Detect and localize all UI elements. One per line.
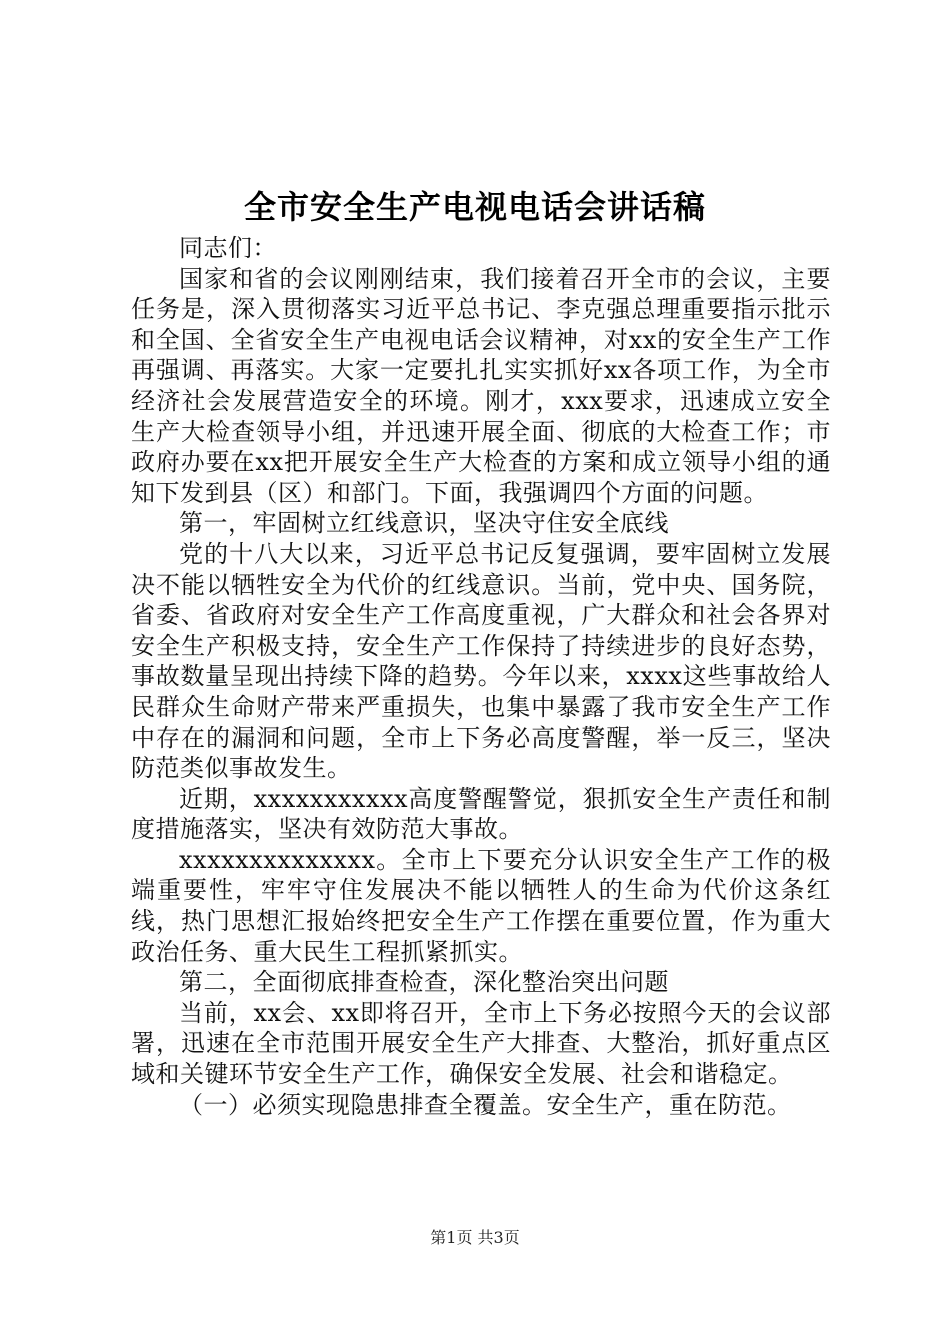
paragraph-section-1: 党的十八大以来，习近平总书记反复强调，要牢固树立发展决不能以牺牲安全为代价的红线意识。当前，党中央、国务院，省委、省政府对安全生产工作高度重视，广大群众和社会各界对安全生产积极支持，安全生产工作保持了持续进步的良好态势，事故数量呈现出持续下降的趋势。今年以来，xxxx这些事故给人民群众生命财产带来严重损失，也集中暴露了我市安全生产工作中存在的漏洞和问题，全市上下务必高度警醒，举一反三，坚决防范类似事故发生。	[131, 539, 831, 783]
paragraph-recent: 近期，xxxxxxxxxxx高度警醒警觉，狠抓安全生产责任和制度措施落实，坚决有效防范大事故。	[131, 784, 831, 844]
paragraph-intro: 国家和省的会议刚刚结束，我们接着召开全市的会议，主要任务是，深入贯彻落实习近平总书记、李克强总理重要指示批示和全国、全省安全生产电视电话会议精神，对xx的安全生产工作再强调、再落实。大家一定要扎扎实实抓好xx各项工作，为全市经济社会发展营造安全的环境。刚才，xxx要求，迅速成立安全生产大检查领导小组，并迅速开展全面、彻底的大检查工作；市政府办要在xx把开展安全生产大检查的方案和成立领导小组的通知下发到县（区）和部门。下面，我强调四个方面的问题。	[131, 264, 831, 507]
salutation: 同志们：	[179, 234, 277, 262]
document-title: 全市安全生产电视电话会讲话稿	[243, 188, 706, 226]
section-heading-2: 第二，全面彻底排查检查，深化整治突出问题	[179, 968, 669, 997]
section-heading-1: 第一，牢固树立红线意识，坚决守住安全底线	[179, 509, 669, 538]
page-footer: 第1页 共3页	[430, 1228, 520, 1247]
paragraph-section-2: 当前，xx会、xx即将召开，全市上下务必按照今天的会议部署，迅速在全市范围开展安全生产大排查、大整治，抓好重点区域和关键环节安全生产工作，确保安全发展、社会和谐稳定。	[131, 998, 831, 1089]
document-body	[131, 233, 831, 1120]
paragraph-redline: xxxxxxxxxxxxxx。全市上下要充分认识安全生产工作的极端重要性，牢牢守住发展决不能以牺牲人的生命为代价这条红线，热门思想汇报始终把安全生产工作摆在重要位置，作为重大政治任务、重大民生工程抓紧抓实。	[131, 845, 831, 966]
paragraph-subsection-1: （一）必须实现隐患排查全覆盖。安全生产，重在防范。	[179, 1090, 792, 1119]
